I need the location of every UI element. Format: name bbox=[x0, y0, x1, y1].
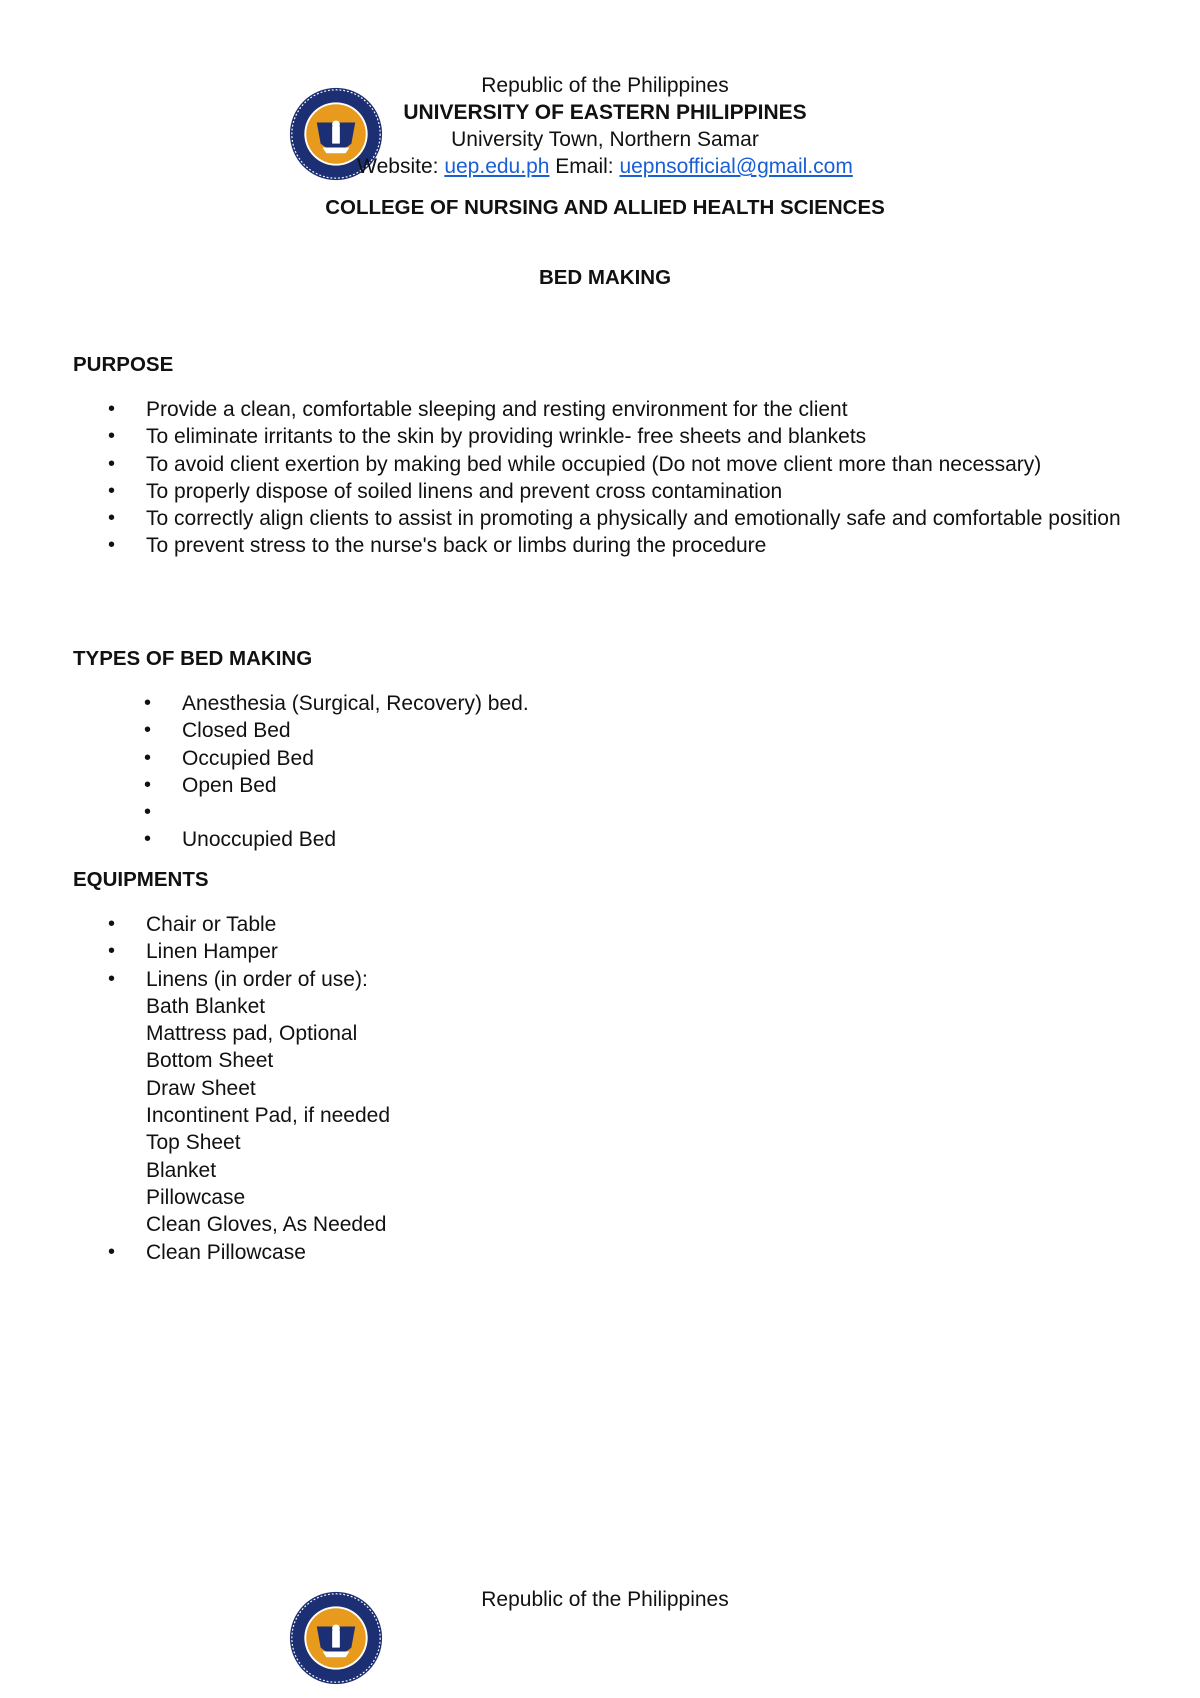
header-address: University Town, Northern Samar bbox=[451, 128, 759, 151]
bullet-dot-icon: • bbox=[108, 913, 116, 935]
types-list bbox=[144, 690, 882, 854]
bullet-dot-icon: • bbox=[108, 507, 116, 530]
header-university: UNIVERSITY OF EASTERN PHILIPPINES bbox=[403, 101, 807, 124]
list-item: • Closed Bed bbox=[182, 717, 882, 744]
bullet-dot-icon: • bbox=[144, 746, 152, 769]
purpose-heading: PURPOSE bbox=[73, 353, 174, 376]
linen-item: Draw Sheet bbox=[146, 1076, 256, 1100]
list-item: • To correctly align clients to assist in promoting a physically and emotionally safe and comfortable position bbox=[146, 505, 1136, 532]
bullet-dot-icon: • bbox=[108, 940, 116, 963]
email-label: Email: bbox=[549, 155, 620, 178]
list-item: • Unoccupied Bed bbox=[182, 826, 882, 853]
linen-item: Mattress pad, Optional bbox=[146, 1022, 358, 1046]
list-item: • Provide a clean, comfortable sleeping and resting environment for the client bbox=[146, 396, 1136, 423]
bullet-dot-icon: • bbox=[144, 719, 152, 742]
linen-item: Bottom Sheet bbox=[146, 1049, 274, 1073]
linen-item: Top Sheet bbox=[146, 1131, 241, 1155]
bullet-dot-icon: • bbox=[144, 801, 152, 824]
linen-item: Blanket bbox=[146, 1158, 217, 1182]
purpose-list bbox=[108, 396, 1136, 560]
website-label: Website: bbox=[357, 155, 445, 178]
website-link[interactable]: uep.edu.ph bbox=[444, 155, 550, 178]
footer-republic: Republic of the Philippines bbox=[481, 1588, 729, 1611]
list-item: • To properly dispose of soiled linens and prevent cross contamination bbox=[146, 478, 1136, 505]
list-item: • Linens (in order of use): Bath Blanket Mattress pad, Optional Bottom Sheet Draw Sheet Incontinent Pad, if needed Top Sheet Blanket Pillowcase Clean Gloves, As Needed bbox=[146, 966, 846, 1239]
list-item: • Linen Hamper bbox=[146, 938, 846, 965]
bullet-dot-icon: • bbox=[108, 452, 116, 475]
list-item: • Open Bed bbox=[182, 772, 882, 799]
bullet-dot-icon: • bbox=[108, 479, 116, 502]
list-item: • Anesthesia (Surgical, Recovery) bed. bbox=[182, 690, 882, 717]
list-item: • Clean Pillowcase bbox=[146, 1239, 846, 1266]
equipments-list bbox=[108, 911, 846, 1266]
list-item: • To eliminate irritants to the skin by providing wrinkle- free sheets and blankets bbox=[146, 423, 1136, 450]
equipments-heading: EQUIPMENTS bbox=[73, 868, 209, 891]
linen-item: Incontinent Pad, if needed bbox=[146, 1104, 391, 1128]
list-item: • Occupied Bed bbox=[182, 745, 882, 772]
list-item bbox=[144, 799, 882, 826]
linen-item: Pillowcase bbox=[146, 1185, 246, 1209]
bullet-dot-icon: • bbox=[108, 425, 116, 448]
bullet-dot-icon: • bbox=[108, 398, 116, 420]
linen-item: Clean Gloves, As Needed bbox=[146, 1213, 387, 1237]
bullet-dot-icon: • bbox=[108, 967, 116, 990]
bullet-dot-icon: • bbox=[108, 1240, 116, 1263]
bullet-dot-icon: • bbox=[144, 692, 152, 714]
header-contact bbox=[0, 153, 1200, 180]
bullet-dot-icon: • bbox=[144, 773, 152, 796]
header-republic: Republic of the Philippines bbox=[481, 74, 729, 97]
types-heading: TYPES OF BED MAKING bbox=[73, 647, 313, 670]
college-heading: COLLEGE OF NURSING AND ALLIED HEALTH SCIENCES bbox=[325, 196, 885, 219]
list-item: • To prevent stress to the nurse's back or limbs during the procedure bbox=[146, 532, 1136, 559]
linen-item: Bath Blanket bbox=[146, 994, 266, 1018]
email-link[interactable]: uepnsofficial@gmail.com bbox=[619, 155, 853, 178]
bullet-dot-icon: • bbox=[144, 828, 152, 851]
list-item: • Chair or Table bbox=[146, 911, 846, 938]
bullet-dot-icon: • bbox=[108, 534, 116, 557]
document-title: BED MAKING bbox=[538, 266, 672, 289]
list-item: • To avoid client exertion by making bed while occupied (Do not move client more than necessary) bbox=[146, 451, 1136, 478]
